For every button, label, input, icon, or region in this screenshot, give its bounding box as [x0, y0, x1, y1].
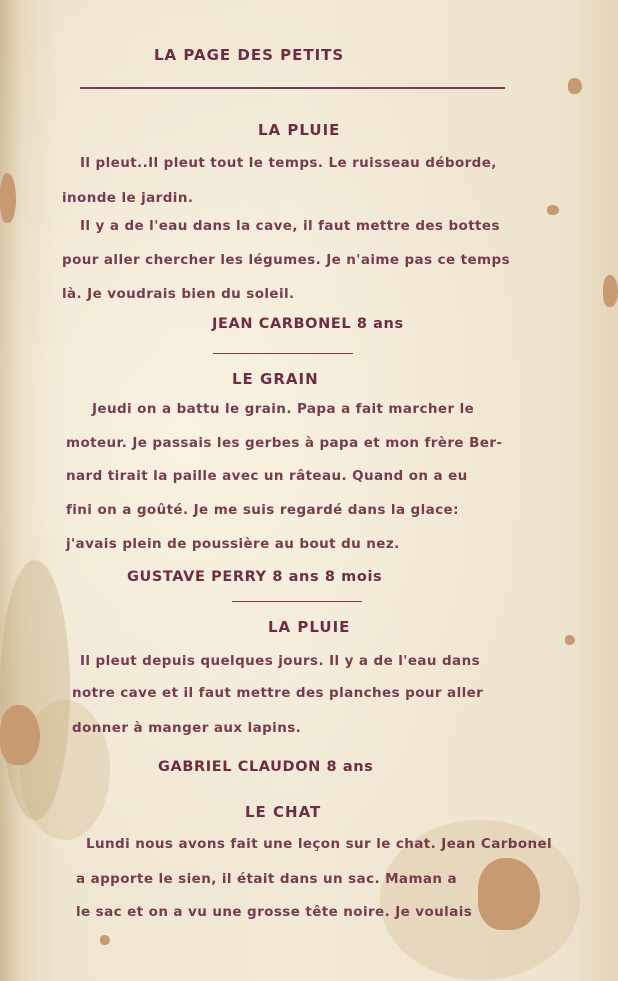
article-author: GUSTAVE PERRY 8 ans 8 mois: [127, 569, 383, 585]
article-line: a apporte le sien, il était dans un sac. Maman a: [76, 871, 458, 887]
paper-damage: [547, 205, 559, 215]
paper-damage: [603, 275, 618, 307]
article-line: inonde le jardin.: [62, 190, 194, 206]
article-line: pour aller chercher les légumes. Je n'aime pas ce temps: [62, 252, 511, 268]
paper-damage: [0, 173, 16, 223]
article-author: JEAN CARBONEL 8 ans: [212, 316, 404, 332]
article-heading: LE GRAIN: [232, 370, 319, 388]
article-line: Lundi nous avons fait une leçon sur le chat. Jean Carbonel: [86, 836, 553, 852]
article-line: là. Je voudrais bien du soleil.: [62, 286, 295, 302]
section-divider: [232, 601, 362, 602]
article-heading: LA PLUIE: [268, 618, 351, 636]
paper-damage: [0, 705, 40, 765]
article-heading: LA PLUIE: [258, 121, 341, 139]
article-line: Jeudi on a battu le grain. Papa a fait marcher le: [92, 401, 475, 417]
article-line: moteur. Je passais les gerbes à papa et mon frère Ber-: [66, 435, 503, 451]
article-line: j'avais plein de poussière au bout du nez.: [66, 536, 400, 552]
paper-damage: [478, 858, 540, 930]
article-line: Il y a de l'eau dans la cave, il faut mettre des bottes: [80, 218, 500, 234]
paper-damage: [568, 78, 582, 94]
page-title: LA PAGE DES PETITS: [154, 46, 345, 64]
article-line: Il pleut depuis quelques jours. Il y a de l'eau dans: [80, 653, 481, 669]
article-heading: LE CHAT: [245, 803, 322, 821]
article-line: notre cave et il faut mettre des planches pour aller: [72, 685, 484, 701]
article-author: GABRIEL CLAUDON 8 ans: [158, 759, 374, 775]
article-line: fini on a goûté. Je me suis regardé dans la glace:: [66, 502, 459, 518]
article-line: le sac et on a vu une grosse tête noire. Je voulais: [76, 904, 473, 920]
title-divider: [80, 87, 505, 89]
paper-damage: [565, 635, 575, 645]
article-line: donner à manger aux lapins.: [72, 720, 302, 736]
article-line: nard tirait la paille avec un râteau. Quand on a eu: [66, 468, 468, 484]
paper-damage: [100, 935, 110, 945]
section-divider: [213, 353, 353, 354]
article-line: Il pleut..Il pleut tout le temps. Le ruisseau déborde,: [80, 155, 497, 171]
